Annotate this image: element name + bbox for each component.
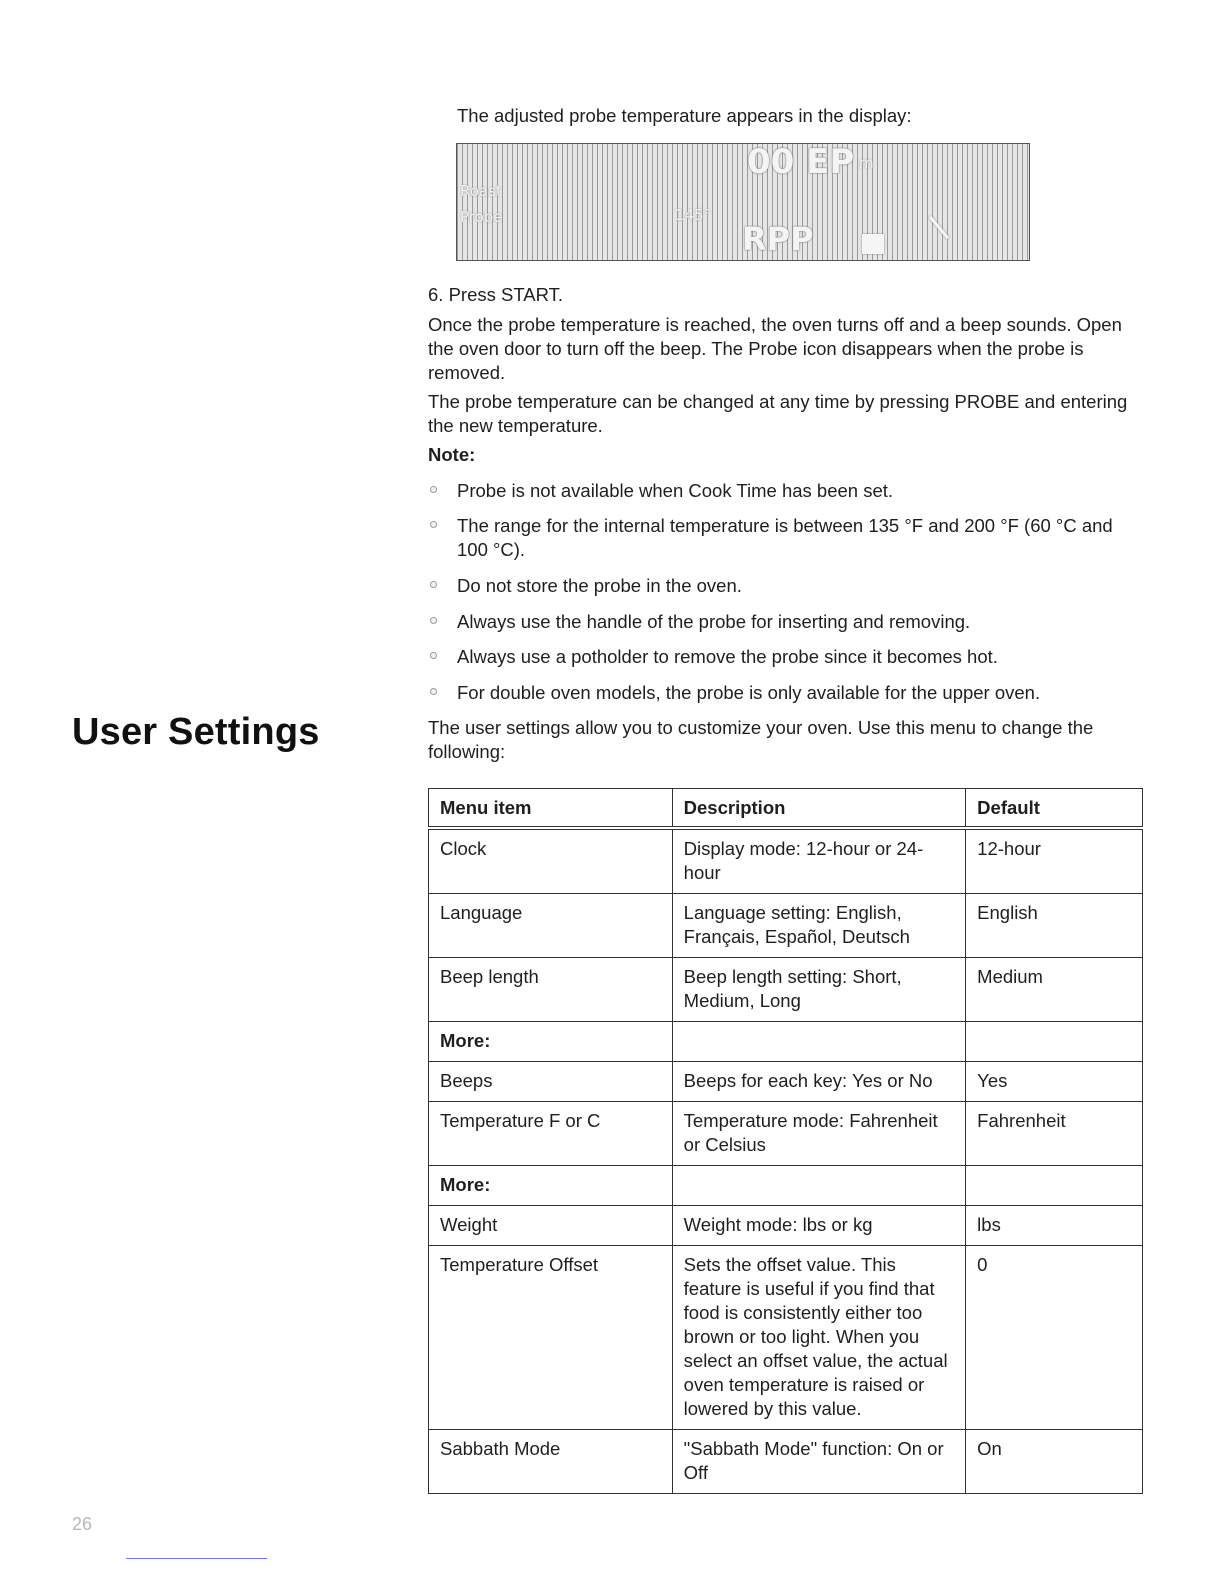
footer-divider bbox=[126, 1558, 267, 1559]
cell-menu-item: Beep length bbox=[429, 958, 673, 1022]
header-menu-item: Menu item bbox=[429, 789, 673, 829]
note-bullet-5 bbox=[430, 652, 437, 659]
intro-text: The adjusted probe temperature appears in the display: bbox=[457, 105, 912, 126]
note-item-3: Do not store the probe in the oven. bbox=[457, 575, 742, 596]
cell-menu-item: More: bbox=[429, 1022, 673, 1062]
display-label-probe: Probe bbox=[460, 208, 503, 226]
cell-default bbox=[966, 1166, 1143, 1206]
table-row-group-more bbox=[429, 1166, 1143, 1206]
note-bullet-3 bbox=[430, 581, 437, 588]
oven-display-image bbox=[456, 143, 1030, 261]
cell-menu-item: Temperature F or C bbox=[429, 1102, 673, 1166]
cell-default bbox=[966, 1022, 1143, 1062]
display-top-suffix: m bbox=[859, 154, 874, 172]
header-description: Description bbox=[672, 789, 966, 829]
cell-default: English bbox=[966, 894, 1143, 958]
cell-description: Beep length setting: Short, Medium, Long bbox=[672, 958, 966, 1022]
cell-default: 12-hour bbox=[966, 828, 1143, 894]
section-title: User Settings bbox=[72, 711, 320, 753]
table-row bbox=[429, 1206, 1143, 1246]
cell-description bbox=[672, 1166, 966, 1206]
header-default: Default bbox=[966, 789, 1143, 829]
display-indicator-icon bbox=[929, 216, 949, 239]
note-bullet-6 bbox=[430, 688, 437, 695]
table-row bbox=[429, 1430, 1143, 1494]
cell-description: Language setting: English, Français, Español, Deutsch bbox=[672, 894, 966, 958]
table-header-row bbox=[429, 789, 1143, 829]
note-item-1: Probe is not available when Cook Time has been set. bbox=[457, 480, 894, 501]
note-bullet-4 bbox=[430, 617, 437, 624]
section-intro: The user settings allow you to customize your oven. Use this menu to change the following: bbox=[428, 717, 1094, 762]
cell-default: Yes bbox=[966, 1062, 1143, 1102]
table-row bbox=[429, 1246, 1143, 1430]
cell-menu-item: Clock bbox=[429, 828, 673, 894]
paragraph-change-temp: The probe temperature can be changed at any time by pressing PROBE and entering the new temperature. bbox=[428, 391, 1128, 436]
table-row bbox=[429, 958, 1143, 1022]
display-bottom-value: RPP bbox=[742, 220, 814, 258]
display-label-roast: Roast bbox=[460, 182, 502, 200]
cell-menu-item: Language bbox=[429, 894, 673, 958]
cell-default: On bbox=[966, 1430, 1143, 1494]
cell-description: Display mode: 12-hour or 24-hour bbox=[672, 828, 966, 894]
cell-default: Medium bbox=[966, 958, 1143, 1022]
table-row bbox=[429, 1102, 1143, 1166]
cell-menu-item: Temperature Offset bbox=[429, 1246, 673, 1430]
cell-menu-item: Beeps bbox=[429, 1062, 673, 1102]
cell-description: Weight mode: lbs or kg bbox=[672, 1206, 966, 1246]
note-item-2: The range for the internal temperature is between 135 °F and 200 °F (60 °C and 100 °C). bbox=[457, 515, 1113, 560]
note-label: Note: bbox=[428, 444, 476, 465]
note-item-6: For double oven models, the probe is only available for the upper oven. bbox=[457, 682, 1041, 703]
table-row-group-more bbox=[429, 1022, 1143, 1062]
cell-description: "Sabbath Mode" function: On or Off bbox=[672, 1430, 966, 1494]
cell-menu-item: Sabbath Mode bbox=[429, 1430, 673, 1494]
cell-default: 0 bbox=[966, 1246, 1143, 1430]
cell-menu-item: More: bbox=[429, 1166, 673, 1206]
cell-description: Sets the offset value. This feature is useful if you find that food is consistently either too brown or too light. When you select an offset value, the actual oven temperature is raised or lowered by this value. bbox=[672, 1246, 966, 1430]
note-bullet-2 bbox=[430, 521, 437, 528]
display-small-value: 145° bbox=[675, 206, 712, 224]
cell-description: Beeps for each key: Yes or No bbox=[672, 1062, 966, 1102]
settings-table bbox=[428, 788, 1143, 1494]
note-item-4: Always use the handle of the probe for inserting and removing. bbox=[457, 611, 971, 632]
step-6: 6. Press START. bbox=[428, 284, 564, 305]
cell-default: Fahrenheit bbox=[966, 1102, 1143, 1166]
table-row bbox=[429, 828, 1143, 894]
paragraph-probe-reached: Once the probe temperature is reached, the oven turns off and a beep sounds. Open the oven door to turn off the beep. The Probe icon disappears when the probe is removed. bbox=[428, 314, 1122, 383]
note-item-5: Always use a potholder to remove the probe since it becomes hot. bbox=[457, 646, 998, 667]
cell-description: Temperature mode: Fahrenheit or Celsius bbox=[672, 1102, 966, 1166]
page-number: 26 bbox=[72, 1514, 93, 1534]
note-bullet-1 bbox=[430, 486, 437, 493]
display-icon bbox=[862, 234, 884, 254]
table-row bbox=[429, 1062, 1143, 1102]
table-row bbox=[429, 894, 1143, 958]
cell-menu-item: Weight bbox=[429, 1206, 673, 1246]
cell-default: lbs bbox=[966, 1206, 1143, 1246]
display-top-value: 00 EP bbox=[747, 143, 855, 182]
cell-description bbox=[672, 1022, 966, 1062]
